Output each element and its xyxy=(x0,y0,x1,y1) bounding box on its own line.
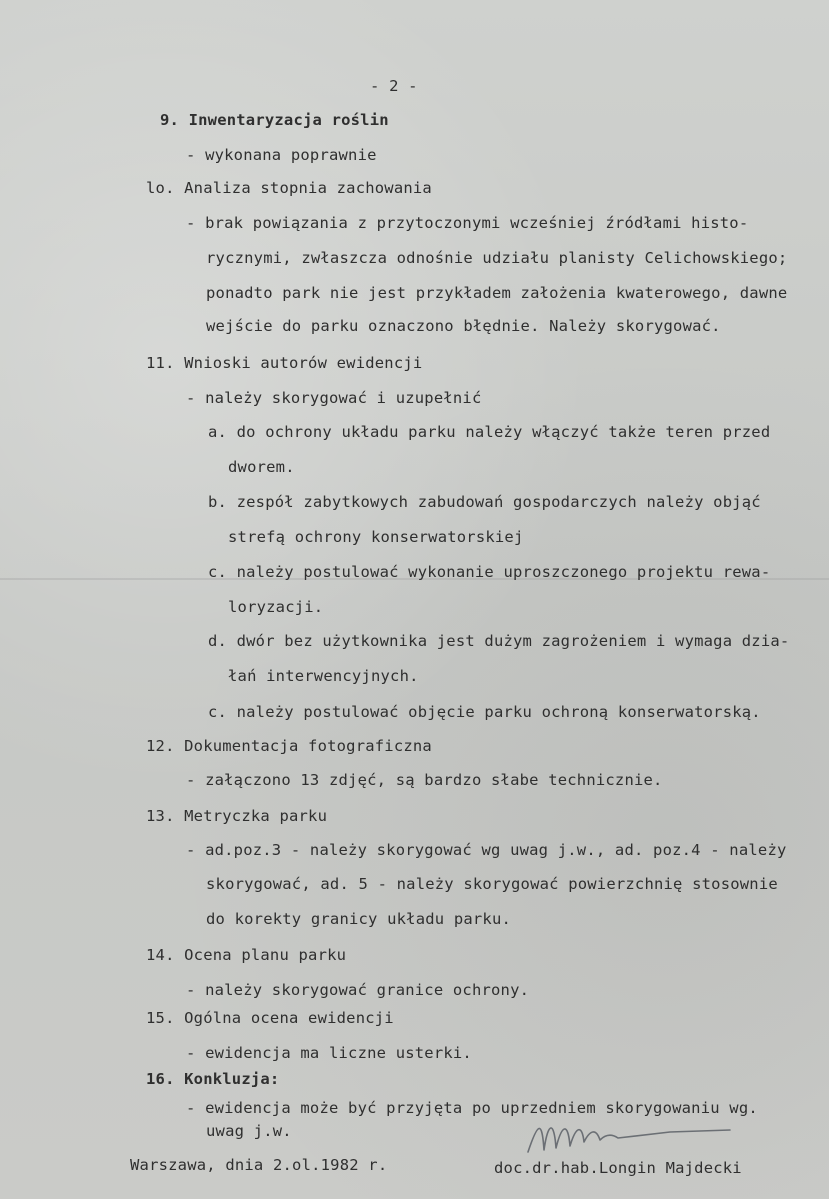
item-15-note: - ewidencja ma liczne usterki. xyxy=(186,1044,472,1062)
item-11-point-b-line-2: strefą ochrony konserwatorskiej xyxy=(228,528,524,546)
item-11-point-c-line-1: c. należy postulować wykonanie uproszczonego projektu rewa- xyxy=(208,563,771,581)
item-11-heading: 11. Wnioski autorów ewidencji xyxy=(146,354,423,372)
item-14-heading: 14. Ocena planu parku xyxy=(146,946,347,964)
item-16-note-line-2: uwag j.w. xyxy=(206,1122,292,1140)
signatory-name: doc.dr.hab.Longin Majdecki xyxy=(494,1159,742,1177)
item-16-note-line-1: - ewidencja może być przyjęta po uprzedniem skorygowaniu wg. xyxy=(186,1099,758,1117)
item-12-note: - załączono 13 zdjęć, są bardzo słabe technicznie. xyxy=(186,771,663,789)
item-9-heading: 9. Inwentaryzacja roślin xyxy=(160,111,389,129)
item-13-note-line-1: - ad.poz.3 - należy skorygować wg uwag j.w., ad. poz.4 - należy xyxy=(186,841,787,859)
item-11-point-d-line-2: łań interwencyjnych. xyxy=(228,667,419,685)
item-10-note-line-1: - brak powiązania z przytoczonymi wcześniej źródłami histo- xyxy=(186,214,749,232)
item-11-point-c-line-2: loryzacji. xyxy=(228,598,324,616)
item-11-note: - należy skorygować i uzupełnić xyxy=(186,389,482,407)
item-12-heading: 12. Dokumentacja fotograficzna xyxy=(146,737,432,755)
item-10-note-line-4: wejście do parku oznaczono błędnie. Należy skorygować. xyxy=(206,317,721,335)
item-16-heading: 16. Konkluzja: xyxy=(146,1070,280,1088)
item-13-note-line-3: do korekty granicy układu parku. xyxy=(206,910,512,928)
item-10-note-line-2: rycznymi, zwłaszcza odnośnie udziału planisty Celichowskiego; xyxy=(206,249,788,267)
item-11-point-b-line-1: b. zespół zabytkowych zabudowań gospodarczych należy objąć xyxy=(208,493,761,511)
place-and-date: Warszawa, dnia 2.ol.1982 r. xyxy=(130,1156,388,1174)
item-14-note: - należy skorygować granice ochrony. xyxy=(186,981,530,999)
item-11-point-a-line-1: a. do ochrony układu parku należy włączyć także teren przed xyxy=(208,423,771,441)
item-15-heading: 15. Ogólna ocena ewidencji xyxy=(146,1009,394,1027)
item-13-note-line-2: skorygować, ad. 5 - należy skorygować powierzchnię stosownie xyxy=(206,875,778,893)
item-11-point-d-line-1: d. dwór bez użytkownika jest dużym zagrożeniem i wymaga dzia- xyxy=(208,632,790,650)
item-13-heading: 13. Metryczka parku xyxy=(146,807,328,825)
handwritten-signature xyxy=(520,1112,750,1162)
item-9-note: - wykonana poprawnie xyxy=(186,146,377,164)
page-number: - 2 - xyxy=(370,77,418,95)
item-10-heading: lo. Analiza stopnia zachowania xyxy=(146,179,432,197)
item-11-point-e: c. należy postulować objęcie parku ochroną konserwatorską. xyxy=(208,703,761,721)
item-10-note-line-3: ponadto park nie jest przykładem założenia kwaterowego, dawne xyxy=(206,284,788,302)
item-11-point-a-line-2: dworem. xyxy=(228,458,295,476)
